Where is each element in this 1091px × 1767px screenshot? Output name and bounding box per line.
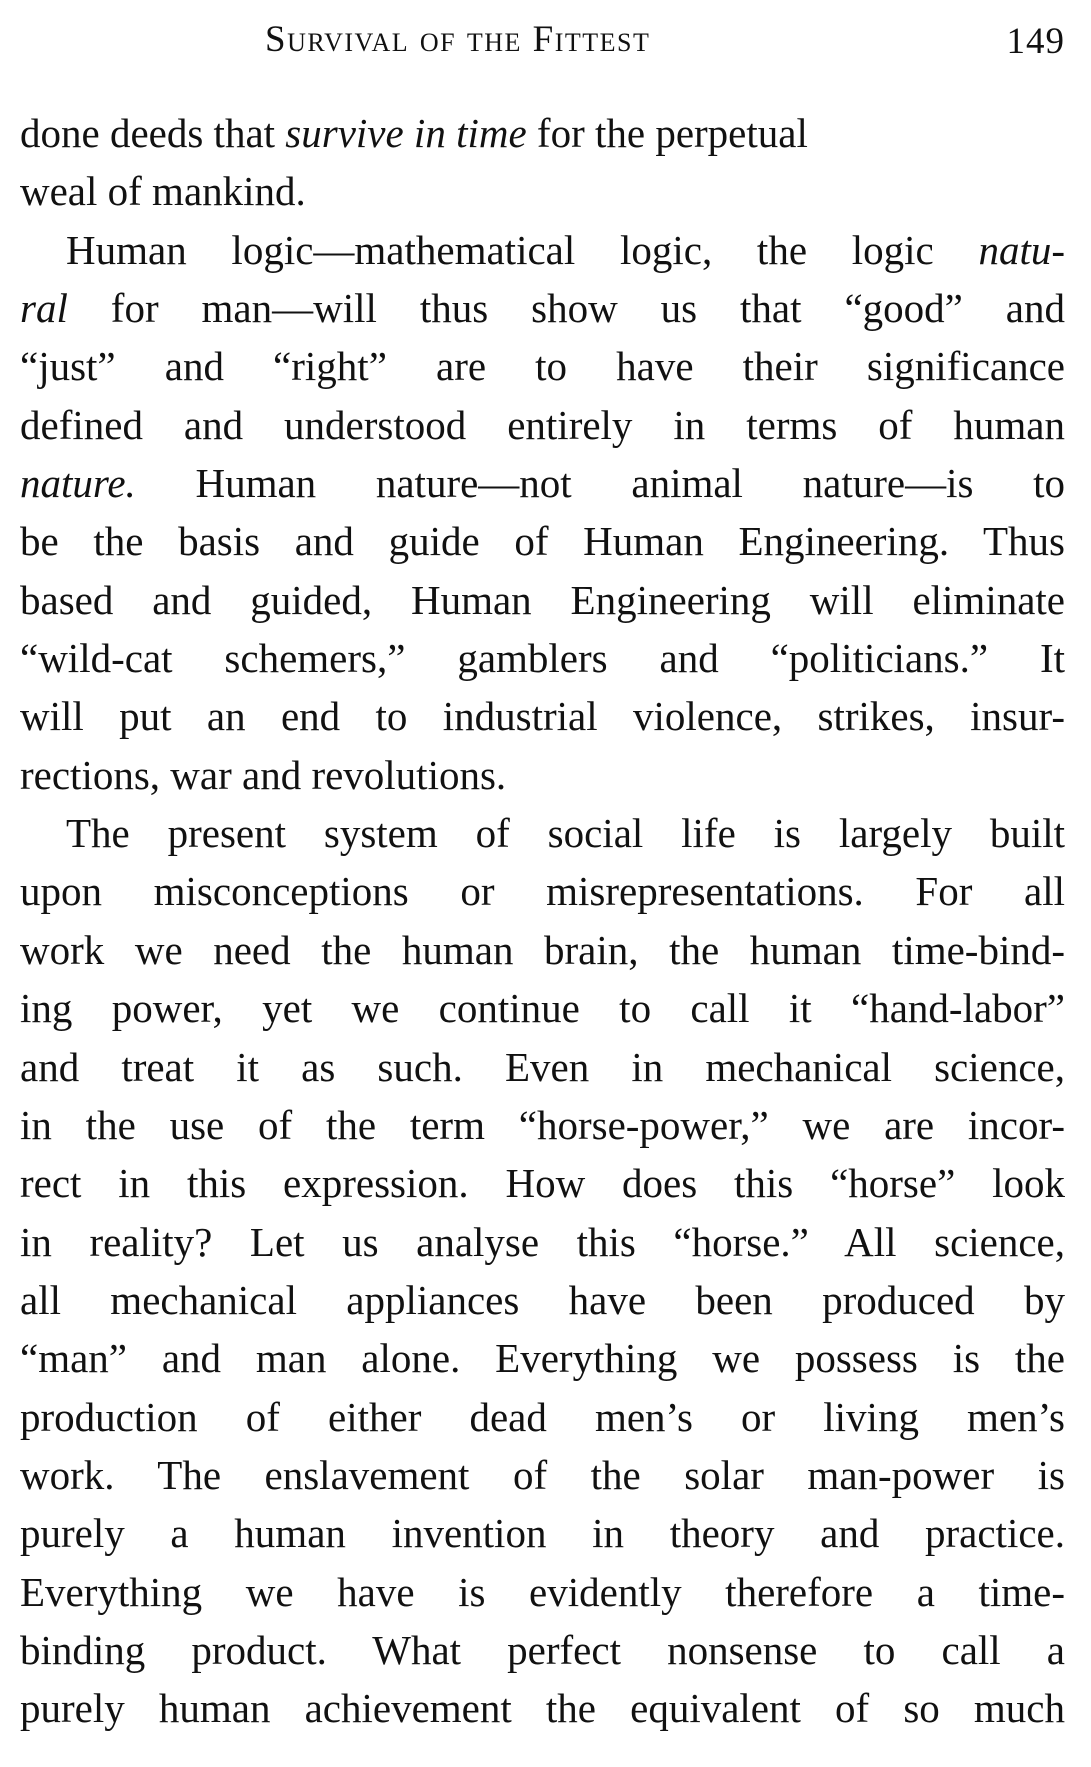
text-line <box>20 921 1065 979</box>
text-segment: “just” and “right” are to have their significance <box>20 343 1065 390</box>
text-segment: done deeds that <box>20 110 286 156</box>
text-line <box>20 1096 1065 1154</box>
running-head <box>20 18 1065 70</box>
text-line <box>20 1446 1065 1504</box>
text-segment: work we need the human brain, the human time-bind- <box>20 926 1065 973</box>
text-line <box>20 162 1065 220</box>
text-segment: will put an end to industrial violence, strikes, insur- <box>20 693 1065 740</box>
text-line <box>20 1271 1065 1329</box>
text-segment: purely a human invention in theory and practice. <box>20 1510 1065 1557</box>
text-segment: upon misconceptions or misrepresentations. For all <box>20 868 1065 915</box>
page-number: 149 <box>1006 21 1065 62</box>
text-line <box>20 221 1065 279</box>
text-line <box>20 104 1065 162</box>
text-segment: Everything we have is evidently therefore a time- <box>20 1568 1065 1615</box>
italic-text-segment: survive in time <box>285 110 527 156</box>
text-line <box>20 571 1065 629</box>
text-line <box>20 804 1065 862</box>
text-line <box>20 1329 1065 1387</box>
text-line <box>20 1679 1065 1737</box>
text-line <box>20 979 1065 1037</box>
book-page <box>20 0 1065 1767</box>
running-title: Survival of the Fittest <box>265 19 651 60</box>
text-segment: all mechanical appliances have been produced by <box>20 1276 1065 1323</box>
text-line <box>20 337 1065 395</box>
text-line <box>20 512 1065 570</box>
text-segment: rect in this expression. How does this “horse” look <box>20 1160 1065 1207</box>
text-segment: The present system of social life is largely built <box>66 810 1065 857</box>
text-line <box>20 1388 1065 1446</box>
text-segment: Human nature—not animal nature—is to <box>135 460 1065 507</box>
italic-text-segment: ral <box>20 285 68 332</box>
text-line <box>20 1504 1065 1562</box>
text-line <box>20 396 1065 454</box>
text-line <box>20 629 1065 687</box>
italic-text-segment: nature. <box>20 460 136 507</box>
text-segment: work. The enslavement of the solar man-power is <box>20 1451 1065 1498</box>
body-text <box>20 104 1065 1738</box>
text-segment: in reality? Let us analyse this “horse.” All science, <box>20 1218 1065 1265</box>
text-segment: based and guided, Human Engineering will eliminate <box>20 576 1065 623</box>
text-line <box>20 1038 1065 1096</box>
text-segment: “wild-cat schemers,” gamblers and “politicians.” It <box>20 635 1065 682</box>
text-segment: ing power, yet we continue to call it “hand-labor” <box>20 985 1065 1032</box>
text-segment: and treat it as such. Even in mechanical science, <box>20 1043 1065 1090</box>
text-segment: for man—will thus show us that “good” and <box>67 285 1065 332</box>
text-line <box>20 1621 1065 1679</box>
italic-text-segment: natu- <box>978 226 1065 273</box>
text-segment: binding product. What perfect nonsense to call a <box>20 1626 1065 1673</box>
text-line <box>20 687 1065 745</box>
text-segment: Human logic—mathematical logic, the logic <box>66 226 979 273</box>
text-line <box>20 1213 1065 1271</box>
text-segment: weal of mankind. <box>20 168 306 215</box>
text-segment: purely human achievement the equivalent of so much <box>20 1685 1065 1732</box>
text-segment: defined and understood entirely in terms of human <box>20 401 1065 448</box>
text-line <box>20 279 1065 337</box>
text-segment: be the basis and guide of Human Engineering. Thus <box>20 518 1065 565</box>
text-line <box>20 746 1065 804</box>
text-segment: production of either dead men’s or living men’s <box>20 1393 1065 1440</box>
text-segment: “man” and man alone. Everything we possess is the <box>20 1335 1065 1382</box>
text-segment: for the perpetual <box>526 110 808 156</box>
text-line <box>20 862 1065 920</box>
text-line <box>20 1154 1065 1212</box>
text-segment: in the use of the term “horse-power,” we are incor- <box>20 1101 1065 1148</box>
text-line <box>20 454 1065 512</box>
text-segment: rections, war and revolutions. <box>20 751 507 798</box>
text-line <box>20 1563 1065 1621</box>
